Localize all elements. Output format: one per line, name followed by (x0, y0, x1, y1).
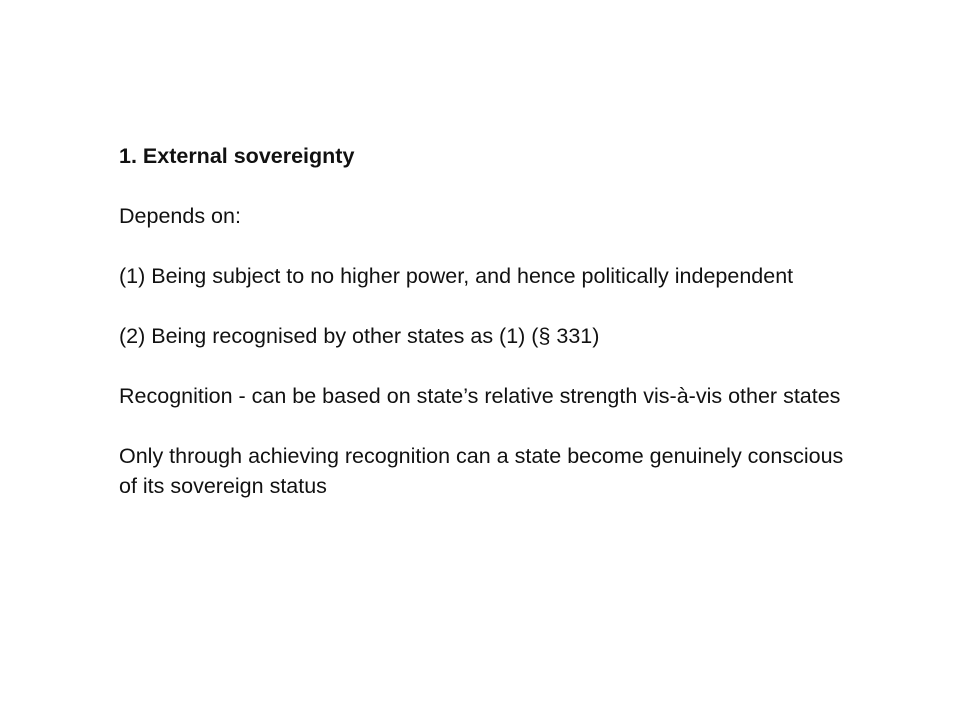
paragraph-conclusion: Only through achieving recognition can a state become genuinely conscious of its sovereign status (119, 444, 844, 498)
slide-title: 1. External sovereignty (119, 144, 355, 168)
paragraph-recognition: Recognition - can be based on state’s relative strength vis-à-vis other states (119, 384, 841, 408)
paragraph-depends-on: Depends on: (119, 204, 241, 228)
paragraph-point-2: (2) Being recognised by other states as (1) (§ 331) (119, 324, 600, 348)
slide-content (119, 141, 849, 501)
paragraph-point-1: (1) Being subject to no higher power, and hence politically independent (119, 264, 794, 288)
